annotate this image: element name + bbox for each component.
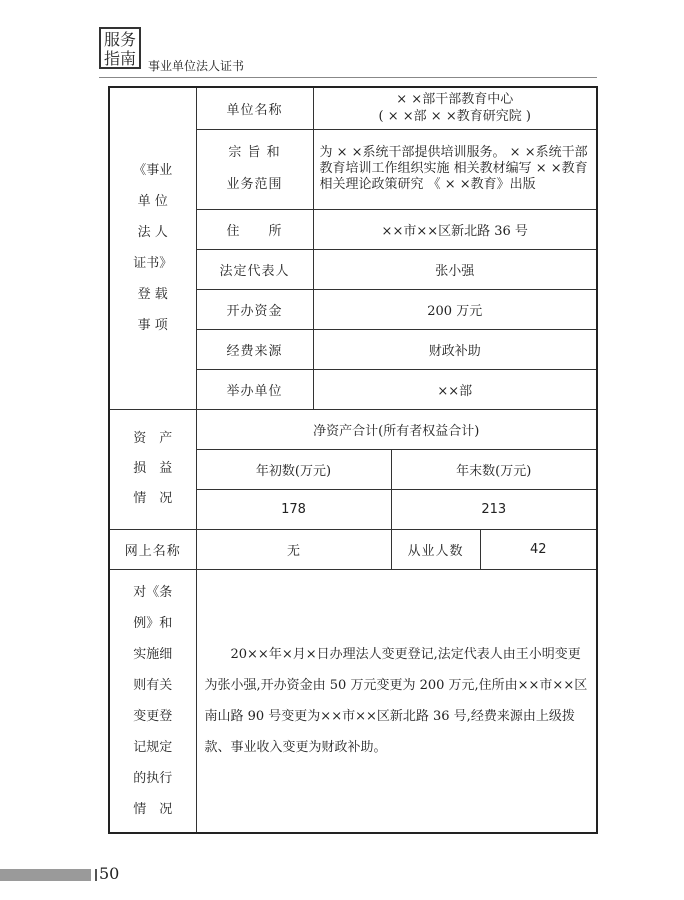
sponsor-label: 举办单位 — [196, 369, 313, 409]
address-value: ××市××区新北路 36 号 — [313, 209, 597, 249]
capital-label: 开办资金 — [196, 289, 313, 329]
registration-label-line: 单 位 — [137, 194, 168, 210]
scope-value: 为 × ×系统干部提供培训服务。 × ×系统干部教育培训工作组织实施 相关教材编写 × ×教育相关理论政策研究 《 × ×教育》出版 — [313, 129, 597, 209]
online-name-label: 网上名称 — [109, 529, 196, 569]
logo-line-2: 指南 — [103, 49, 136, 68]
scope-label-line-1: 宗 旨 和 — [228, 145, 281, 160]
assets-label-line: 资 产 — [133, 431, 173, 446]
capital-value: 200 万元 — [313, 289, 597, 329]
changes-label-line: 对《条 — [133, 584, 173, 600]
registration-label-line: 登 载 — [137, 287, 168, 303]
logo-line-1: 服务 — [103, 30, 136, 49]
changes-label-line: 例》和 — [133, 615, 173, 631]
page-number: 50 — [99, 864, 120, 883]
section-title: 事业单位法人证书 — [148, 59, 245, 73]
registration-group-label — [109, 87, 196, 409]
row-online-name — [109, 529, 597, 569]
funding-value: 财政补助 — [313, 329, 597, 369]
row-net-assets-header — [109, 409, 597, 449]
footer-tick — [95, 869, 97, 881]
changes-group-label — [109, 569, 196, 833]
registration-label-line: 法 人 — [137, 225, 168, 241]
net-assets-header: 净资产合计(所有者权益合计) — [196, 409, 597, 449]
changes-label-line: 变更登 — [133, 708, 173, 724]
staff-count-label: 从业人数 — [391, 529, 480, 569]
scope-label — [196, 129, 313, 209]
header-divider — [99, 77, 597, 78]
row-changes — [109, 569, 597, 833]
funding-label: 经费来源 — [196, 329, 313, 369]
registration-label-line: 《事业 — [133, 163, 173, 179]
registration-label-line: 证书》 — [133, 256, 173, 272]
service-guide-logo — [99, 27, 141, 69]
changes-description — [196, 569, 597, 833]
assets-label-line: 损 益 — [133, 461, 173, 476]
assets-group-label — [109, 409, 196, 529]
footer-bar — [0, 869, 91, 881]
staff-count-value: 42 — [480, 529, 597, 569]
begin-of-year-value: 178 — [196, 489, 391, 529]
registration-label-line: 事 项 — [137, 318, 168, 334]
sponsor-value: ××部 — [313, 369, 597, 409]
row-unit-name — [109, 87, 597, 129]
unit-name-value — [313, 87, 597, 129]
certificate-table — [108, 86, 598, 834]
begin-of-year-header: 年初数(万元) — [196, 449, 391, 489]
assets-label-line: 情 况 — [133, 491, 173, 506]
changes-label-line: 情 况 — [133, 801, 173, 817]
unit-name-line-1: × ×部干部教育中心 — [396, 92, 514, 108]
changes-label-line: 记规定 — [133, 739, 173, 755]
changes-label-line: 实施细 — [133, 646, 173, 662]
online-name-value: 无 — [196, 529, 391, 569]
unit-name-label: 单位名称 — [196, 87, 313, 129]
changes-text: 20××年×月×日办理法人变更登记,法定代表人由王小明变更为张小强,开办资金由 50 万元变更为 200 万元,住所由××市××区南山路 90 号变更为××市××区新北路 36 号,经费来源由上级拨款、事业收入变更为财政补助。 — [204, 646, 588, 755]
end-of-year-value: 213 — [391, 489, 597, 529]
address-label: 住 所 — [196, 209, 313, 249]
scope-label-line-2: 业务范围 — [226, 177, 283, 192]
legal-rep-label: 法定代表人 — [196, 249, 313, 289]
changes-label-line: 则有关 — [133, 677, 173, 693]
legal-rep-value: 张小强 — [313, 249, 597, 289]
end-of-year-header: 年末数(万元) — [391, 449, 597, 489]
unit-name-line-2: ( × ×部 × ×教育研究院 ) — [378, 109, 531, 125]
changes-label-line: 的执行 — [133, 770, 173, 786]
